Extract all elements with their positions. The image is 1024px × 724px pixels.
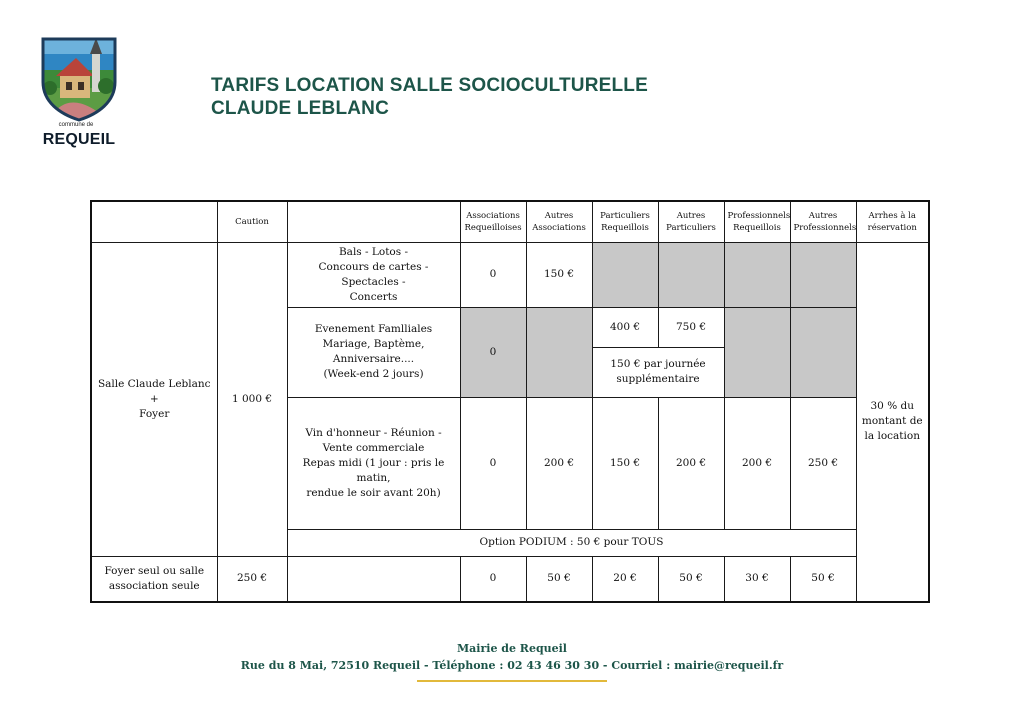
podium-option: Option PODIUM : 50 € pour TOUS [287,529,856,556]
header-empty [91,201,217,242]
header-autres-part: Autres Particuliers [658,201,724,242]
vin-autres-part: 200 € [658,397,724,529]
salle-caution-cell: 1 000 € [217,242,287,556]
vin-pro-req: 200 € [724,397,790,529]
bals-autres-pro-na [790,242,856,307]
famille-part-req: 400 € [592,307,658,347]
famille-pro-req-na [724,307,790,397]
salle-name-cell: Salle Claude Leblanc + Foyer [91,242,217,556]
vin-assoc-req: 0 [460,397,526,529]
activity-vin: Vin d'honneur - Réunion - Vente commerciale Repas midi (1 jour : pris le matin, rendue le soir avant 20h) [287,397,460,529]
foyer-autres-pro: 50 € [790,556,856,602]
foyer-part-req: 20 € [592,556,658,602]
foyer-activity-empty [287,556,460,602]
header-part-req: Particuliers Requeillois [592,201,658,242]
foyer-assoc-req: 0 [460,556,526,602]
commune-logo [40,36,120,122]
table-row [91,242,929,307]
header-empty-activity [287,201,460,242]
arrhes-value-cell: 30 % du montant de la location [856,242,929,602]
activity-bals: Bals - Lotos - Concours de cartes - Spectacles - Concerts [287,242,460,307]
vin-autres-pro: 250 € [790,397,856,529]
foyer-autres-assoc: 50 € [526,556,592,602]
page-title [211,74,648,120]
header-caution: Caution [217,201,287,242]
header-assoc-req: Associations Requeilloises [460,201,526,242]
famille-autres-pro-na [790,307,856,397]
logo-commune-label: commune de [58,122,94,128]
bals-pro-req-na [724,242,790,307]
header-autres-assoc: Autres Associations [526,201,592,242]
title-line-1: TARIFS LOCATION SALLE SOCIOCULTURELLE [211,75,648,96]
footer-mairie: Mairie de Requeil [457,642,567,655]
table-row [91,556,929,602]
footer-address: Rue du 8 Mai, 72510 Requeil - Téléphone : 02 43 46 30 30 - Courriel : mairie@requeil.fr [240,659,784,672]
foyer-pro-req: 30 € [724,556,790,602]
header-autres-pro: Autres Professionnels [790,201,856,242]
famille-assoc-req: 0 [460,307,526,397]
bals-autres-assoc: 150 € [526,242,592,307]
table-header-row [91,201,929,242]
vin-part-req: 150 € [592,397,658,529]
famille-supplement: 150 € par journée supplémentaire [592,347,724,397]
foyer-caution: 250 € [217,556,287,602]
header-pro-req: Professionnels Requeillois [724,201,790,242]
foyer-autres-part: 50 € [658,556,724,602]
activity-famille: Evenement Famlliales Mariage, Baptème, Anniversaire.... (Week-end 2 jours) [287,307,460,397]
crest-icon [40,36,118,122]
bals-autres-part-na [658,242,724,307]
footer-rule [417,680,607,682]
header-arrhes: Arrhes à la réservation [856,201,929,242]
vin-autres-assoc: 200 € [526,397,592,529]
title-line-2: CLAUDE LEBLANC [211,98,390,119]
famille-autres-assoc-na [526,307,592,397]
foyer-name-cell: Foyer seul ou salle association seule [91,556,217,602]
logo-town-name: REQUEIL [42,131,116,148]
bals-part-req-na [592,242,658,307]
bals-assoc-req: 0 [460,242,526,307]
famille-autres-part: 750 € [658,307,724,347]
pricing-table [90,200,930,603]
footer [0,640,1024,674]
